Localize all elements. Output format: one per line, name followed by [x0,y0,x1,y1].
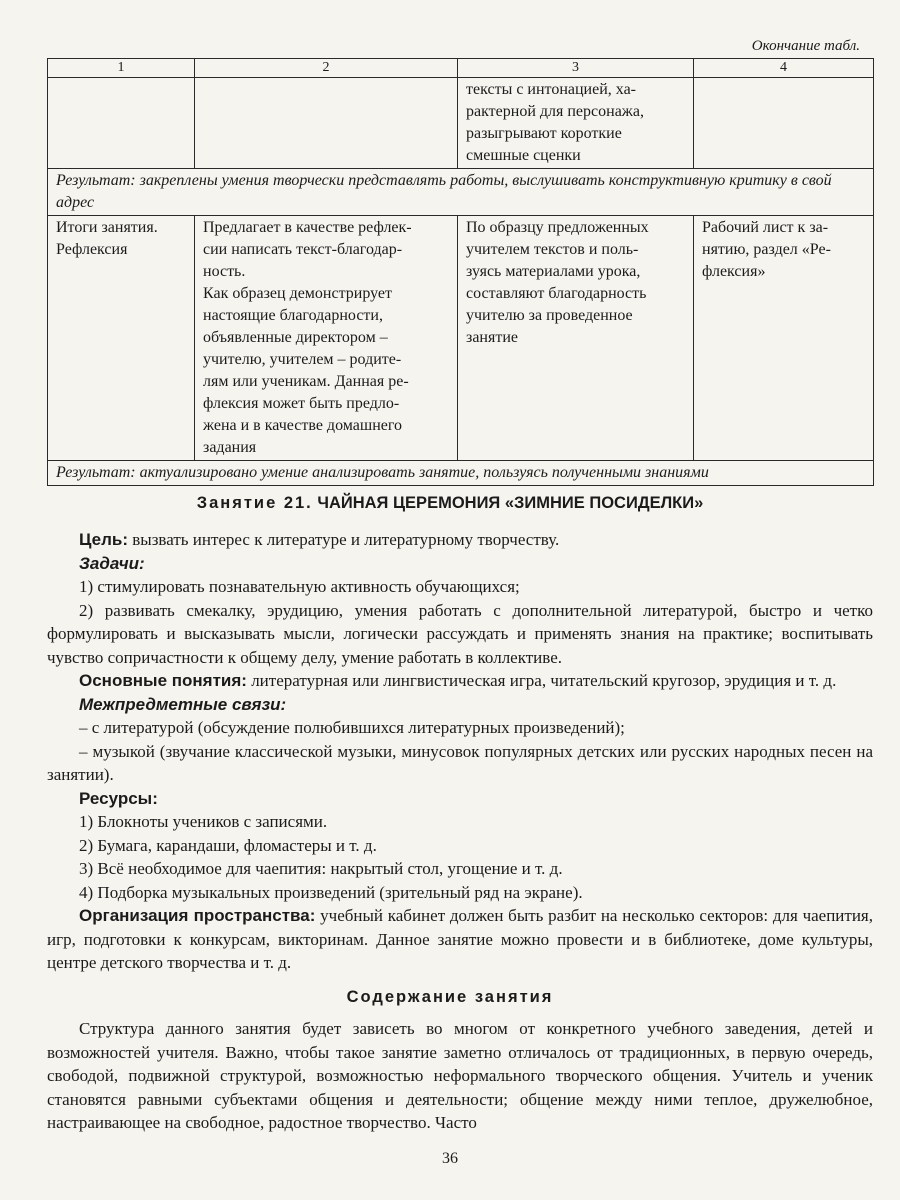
page-number: 36 [442,1150,458,1167]
space-label: Организация пространства: [79,906,316,925]
resources-label: Ресурсы: [79,788,158,808]
table-row [48,78,874,169]
table-cell: Итоги занятия. Рефлексия [48,216,195,461]
table-row [48,216,874,461]
list-item: 3) Всё необходимое для чаепития: накрытый стол, угощение и т. д. [79,859,563,878]
concepts-label: Основные понятия: [79,671,247,690]
content-text: Структура данного занятия будет зависеть во многом от конкретного учебного заведения, детей и возможностей учителя. Важно, чтобы такое занятие заметно отличалось от традиционных, в первую очередь, свободой, подвижной структурой, возможностью неформального творческого общения. Учитель и ученик становятся равными субъектами общения и деятельности; общение между ними теплое, дружелюбное, настраивающее на свободное, радостное творчество. Часто [47,1019,873,1132]
lesson-table [47,58,874,486]
column-number: 3 [458,59,694,78]
column-number: 4 [694,59,874,78]
continuation-label: Окончание табл. [751,38,860,54]
lesson-title-main: ЧАЙНАЯ ЦЕРЕМОНИЯ «ЗИМНИЕ ПОСИДЕЛКИ» [317,494,704,512]
table-cell: Рабочий лист к за- нятию, раздел «Ре- флексия» [694,216,874,461]
column-number: 1 [48,59,195,78]
lesson-title-prefix: Занятие 21. [196,494,313,512]
result-text: Результат: актуализировано умение анализировать занятие, пользуясь полученными знаниями [48,461,874,486]
list-item: – с литературой (обсуждение полюбившихся литературных произведений); [79,718,625,737]
content-heading: Содержание занятия [346,988,554,1006]
column-number: 2 [195,59,458,78]
result-row [48,461,874,486]
table-cell [195,78,458,169]
table-cell: Предлагает в качестве рефлек- сии написать текст-благодар- ность. Как образец демонстрирует настоящие благодарности, объявленные директором – учителю, учителем – родите- лям или ученикам. Данная ре- флексия может быть предло- жена и в качестве домашнего задания [195,216,458,461]
goal-label: Цель: [79,530,128,549]
content-body [47,1017,873,1135]
list-item: 2) Бумага, карандаши, фломастеры и т. д. [79,835,377,855]
table-cell: тексты с интонацией, ха- рактерной для персонажа, разыгрывают короткие смешные сценки [458,78,694,169]
lesson-body [47,528,873,975]
goal-text: вызвать интерес к литературе и литературному творчеству. [132,530,560,549]
links-label: Межпредметные связи: [79,694,287,714]
table-cell [694,78,874,169]
list-item: 1) стимулировать познавательную активность обучающихся; [79,577,520,596]
table-cell: По образцу предложенных учителем текстов и поль- зуясь материалами урока, составляют благодарность учителю за проведенное занятие [458,216,694,461]
list-item: 2) развивать смекалку, эрудицию, умения работать с дополнительной литературой, быстро и четко формулировать и высказывать мысли, логически рассуждать и применять знания на практике; воспитывать чувство сопричастности к общему делу, умение работать в коллективе. [47,600,873,667]
lesson-title [0,494,900,513]
concepts-text: литературная или лингвистическая игра, читательский кругозор, эрудиция и т. д. [251,671,837,690]
space-text: учебный кабинет должен быть разбит на несколько секторов: для чаепития, игр, подготовки к конкурсам, викторинам. Данное занятие можно провести и в библиотеке, доме культуры, центре детского творчества и т. д. [47,906,874,972]
result-text: Результат: закреплены умения творчески представлять работы, выслушивать конструктивную критику в свой адрес [48,169,874,216]
tasks-label: Задачи: [79,553,145,573]
result-row [48,169,874,216]
list-item: 1) Блокноты учеников с записями. [79,812,328,831]
list-item: 4) Подборка музыкальных произведений (зрительный ряд на экране). [79,882,583,902]
table-cell [48,78,195,169]
list-item: – музыкой (звучание классической музыки, минусовок популярных детских или русских народных песен на занятии). [47,741,873,784]
column-number-row [48,59,874,78]
